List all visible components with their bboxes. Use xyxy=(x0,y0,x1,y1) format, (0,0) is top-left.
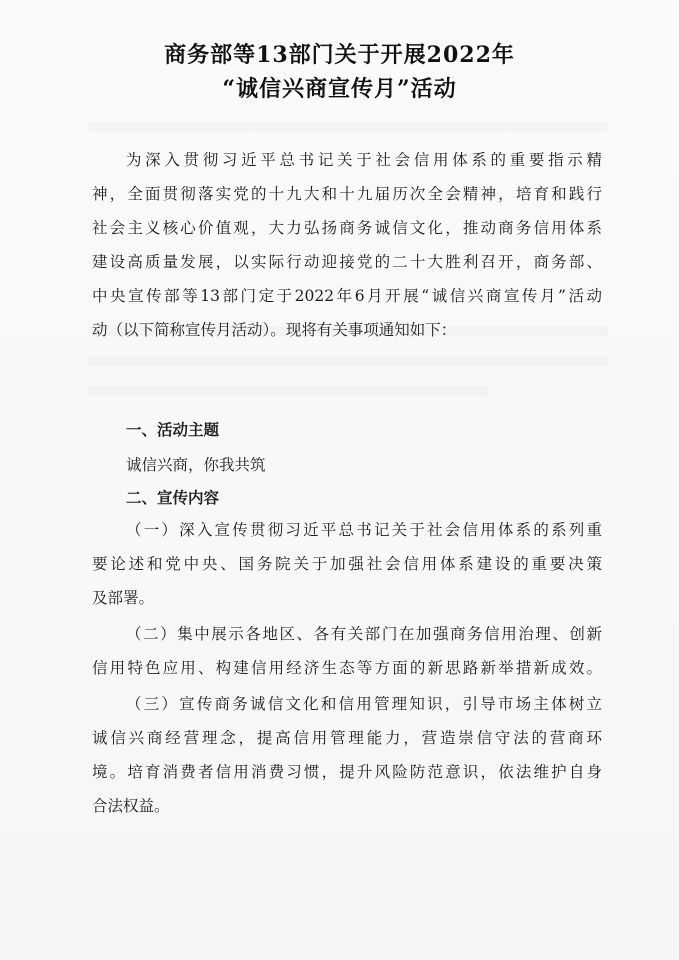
content-item-2-line: （二）集中展示各地区、各有关部门在加强商务信用治理、创新 xyxy=(126,625,602,643)
intro-line: 社会主义核心价值观，大力弘扬商务诚信文化，推动商务信用体系 xyxy=(92,219,602,237)
intro-line: 为深入贯彻习近平总书记关于社会信用体系的重要指示精 xyxy=(126,151,602,169)
intro-line: 中央宣传部等13部门定于2022年6月开展“诚信兴商宣传月”活动 xyxy=(92,287,602,305)
content-item-3-line: 合法权益。 xyxy=(92,797,170,815)
content-item-1-line: （一）深入宣传贯彻习近平总书记关于社会信用体系的系列重 xyxy=(126,521,602,539)
content-item-2-line: 信用特色应用、构建信用经济生态等方面的新思路新举措新成效。 xyxy=(92,659,602,677)
document-title-line-2: “诚信兴商宣传月”活动 xyxy=(222,76,457,102)
section-theme-text: 诚信兴商，你我共筑 xyxy=(126,456,266,474)
bleed-through-mark xyxy=(88,122,608,132)
content-item-3-line: 诚信兴商经营理念，提高信用管理能力，营造崇信守法的营商环 xyxy=(92,729,602,747)
content-item-1-line: 及部署。 xyxy=(92,589,155,607)
content-item-1-line: 要论述和党中央、国务院关于加强社会信用体系建设的重要决策 xyxy=(92,555,602,573)
section-heading-content: 二、宣传内容 xyxy=(126,489,220,507)
intro-line: 建设高质量发展，以实际行动迎接党的二十大胜利召开，商务部、 xyxy=(92,253,602,271)
document-title-line-1: 商务部等13部门关于开展2022年 xyxy=(164,42,515,68)
bleed-through-mark xyxy=(88,386,488,396)
content-item-3-line: （三）宣传商务诚信文化和信用管理知识，引导市场主体树立 xyxy=(126,695,602,713)
intro-line: 动（以下简称宣传月活动）。现将有关事项通知如下： xyxy=(92,321,457,339)
bleed-through-mark xyxy=(88,356,608,366)
content-item-3-line: 境。培育消费者信用消费习惯，提升风险防范意识，依法维护自身 xyxy=(92,763,602,781)
intro-line: 神，全面贯彻落实党的十九大和十九届历次全会精神，培育和践行 xyxy=(92,185,602,203)
section-heading-theme: 一、活动主题 xyxy=(126,421,220,439)
